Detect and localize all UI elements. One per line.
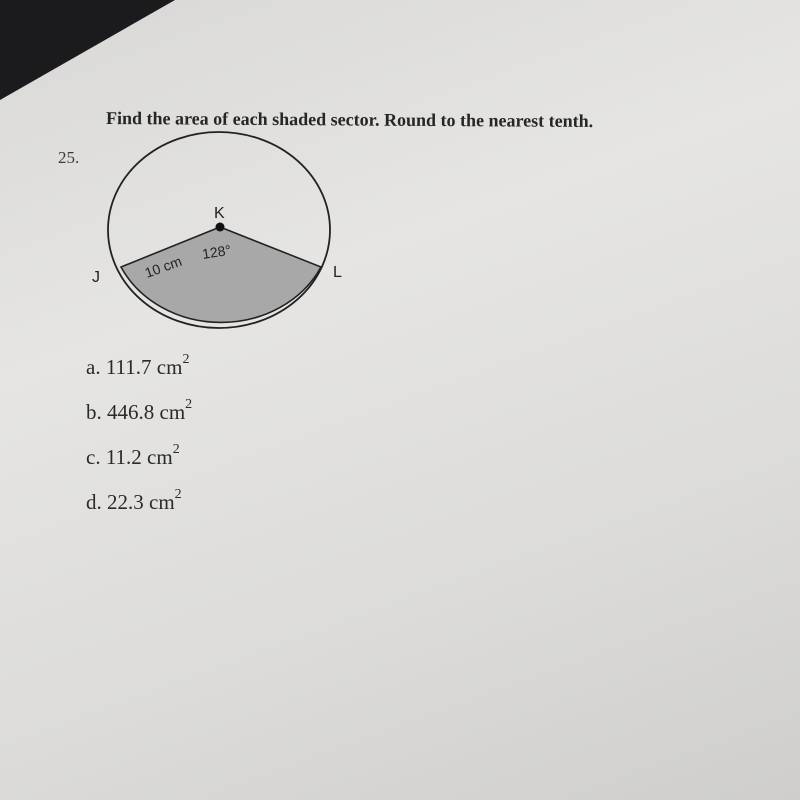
center-label-k: K	[214, 205, 225, 222]
choice-value: 11.2 cm	[105, 445, 173, 469]
point-label-l: L	[333, 264, 342, 281]
choice-letter: c.	[86, 445, 101, 469]
radius-label: 10 cm	[142, 252, 184, 281]
choice-exponent: 2	[172, 442, 180, 457]
angle-label: 128°	[200, 241, 233, 262]
choice-value: 111.7 cm	[105, 355, 183, 379]
choice-exponent: 2	[185, 397, 193, 412]
choice-a[interactable]	[86, 348, 192, 393]
choice-value: 22.3 cm	[107, 490, 175, 514]
instructions-heading: Find the area of each shaded sector. Round to the nearest tenth.	[105, 108, 594, 131]
answer-choices	[86, 348, 192, 528]
center-point	[216, 223, 225, 232]
circle-sector-diagram	[80, 130, 350, 345]
question-number: 25.	[58, 148, 80, 167]
choice-b[interactable]	[86, 393, 192, 438]
choice-d[interactable]	[86, 483, 192, 528]
choice-exponent: 2	[182, 352, 190, 367]
choice-letter: a.	[86, 355, 101, 379]
dark-background-corner	[0, 0, 800, 110]
choice-letter: b.	[86, 400, 102, 424]
choice-value: 446.8 cm	[107, 400, 186, 424]
choice-letter: d.	[86, 490, 102, 514]
choice-exponent: 2	[174, 487, 182, 502]
choice-c[interactable]	[86, 438, 192, 483]
point-label-j: J	[92, 269, 100, 286]
